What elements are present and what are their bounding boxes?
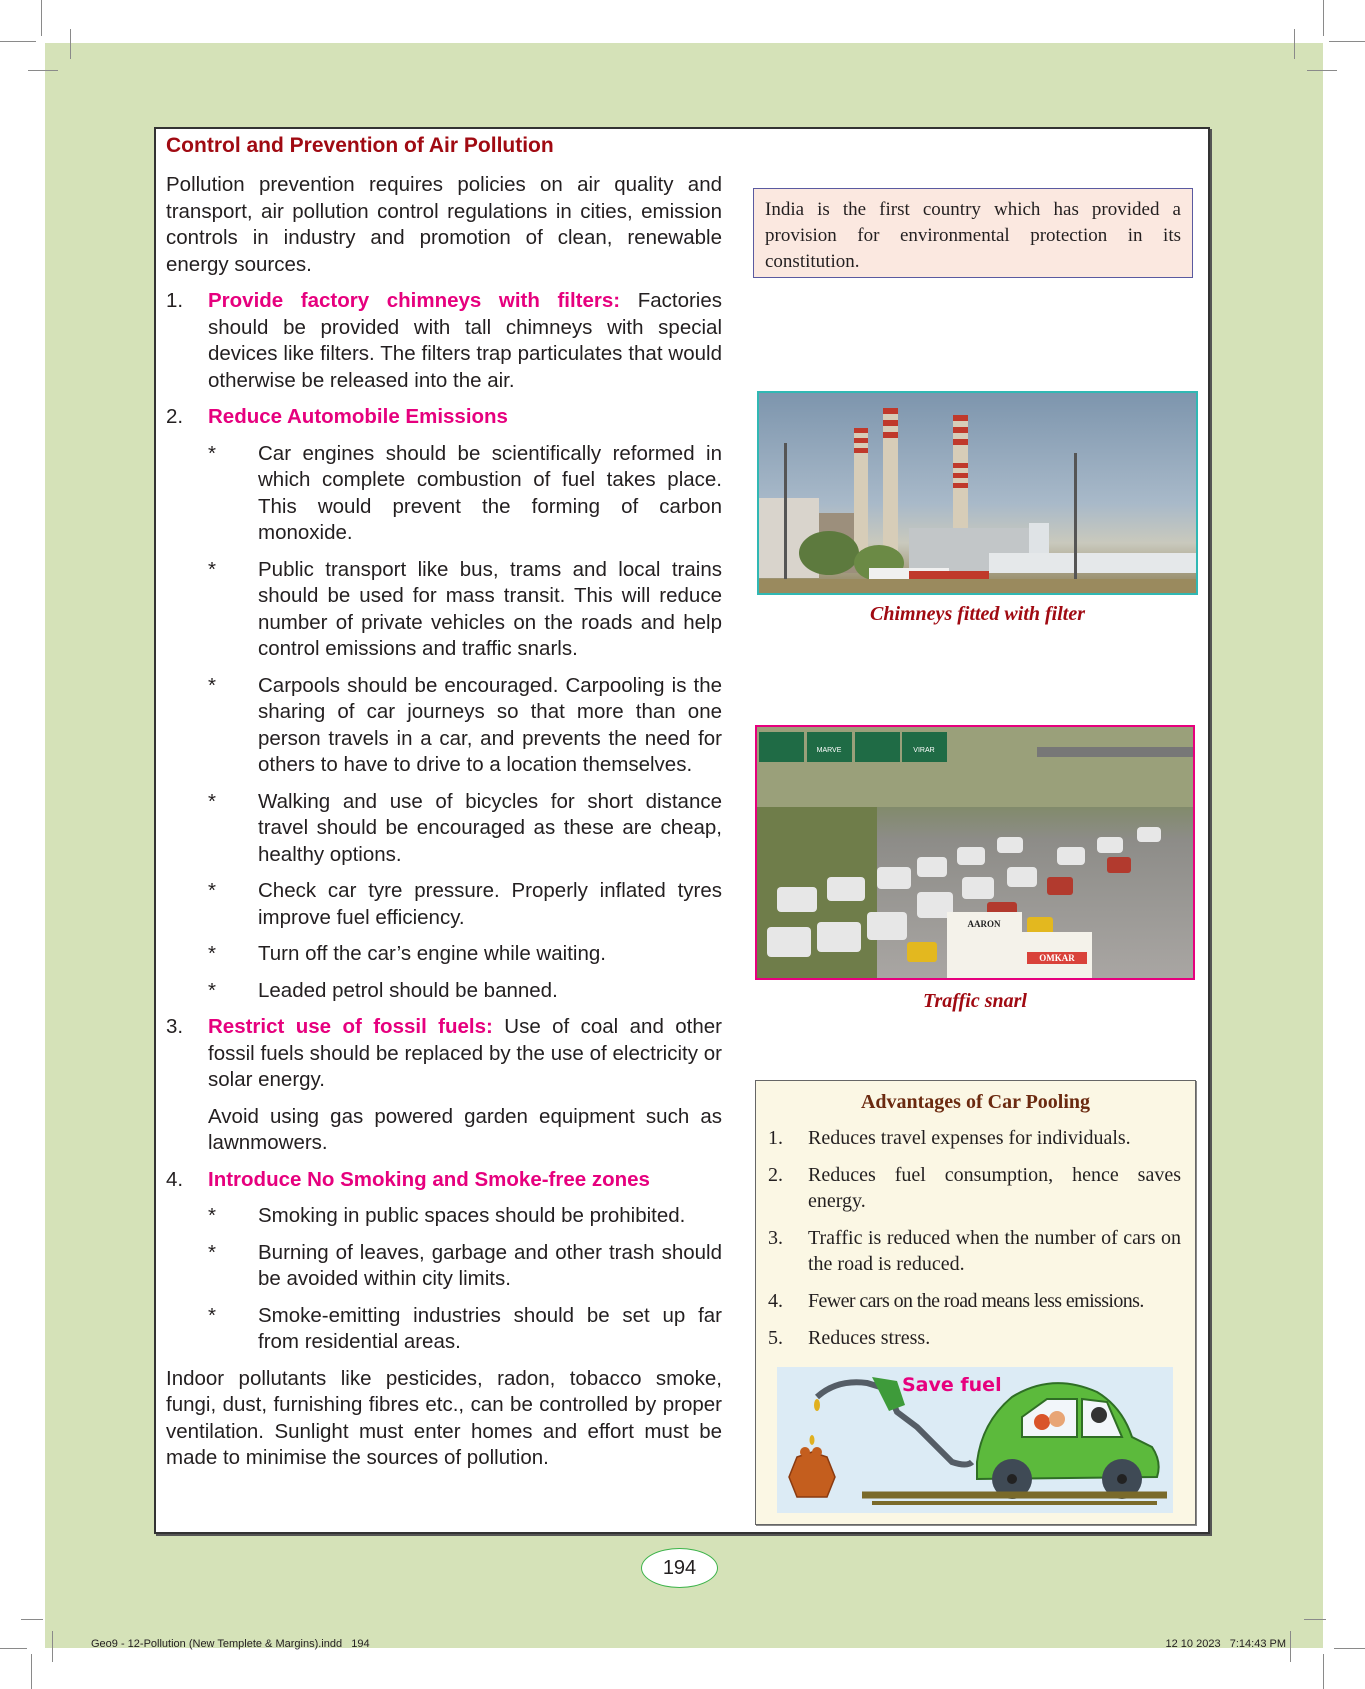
intro-paragraph: Pollution prevention requires policies on air quality and transport, air pollution control regulations in cities, emission controls in industry and promotion of clean, renewable energy sources. (166, 173, 722, 276)
bullet-item: * Smoke-emitting industries should be set up far from residential areas. (208, 1303, 722, 1356)
bullet-star: * (208, 942, 216, 965)
bullet-item: * Burning of leaves, garbage and other trash should be avoided within city limits. (208, 1240, 722, 1293)
carpool-item: 3. Traffic is reduced when the number of cars on the road is reduced. (768, 1227, 1181, 1275)
bullet-item: * Walking and use of bicycles for short distance travel should be encouraged as these are cheap, healthy options. (208, 789, 722, 869)
carpool-item: 1. Reduces travel expenses for individuals. (768, 1127, 1131, 1149)
svg-text:MARVE: MARVE (816, 747, 842, 754)
crop-mark (21, 1619, 43, 1620)
crop-mark (1323, 1654, 1324, 1689)
bullet-star: * (208, 441, 216, 465)
save-fuel-illustration (777, 1367, 1173, 1513)
bullet-star: * (208, 557, 216, 581)
crop-mark (28, 70, 58, 71)
chimney-caption: Chimneys fitted with filter (869, 603, 1085, 625)
bullet-item: * Smoking in public spaces should be prohibited. (208, 1203, 722, 1230)
bullet-star: * (208, 879, 216, 902)
traffic-illustration (757, 727, 1193, 978)
crop-mark (1307, 70, 1337, 71)
chimney-photo (757, 391, 1198, 595)
bullet-star: * (208, 673, 216, 697)
footer-timestamp: 12 10 2023 7:14:43 PM (1165, 1638, 1286, 1650)
bullet-star: * (208, 1240, 216, 1264)
item-extra-text: Avoid using gas powered garden equipment such as lawnmowers. (208, 1104, 722, 1154)
bullet-star: * (208, 978, 216, 1002)
carpool-item: 5. Reduces stress. (768, 1327, 931, 1349)
list-item-4 (166, 1167, 722, 1194)
main-text-column (166, 132, 722, 1482)
crop-mark (31, 1654, 32, 1689)
bullet-item: * Public transport like bus, trams and local trains should be used for mass transit. This will reduce number of private vehicles on the roads and help control emissions and traffic snarls. (208, 557, 722, 663)
crop-mark (0, 1648, 27, 1649)
bullet-star: * (208, 789, 216, 813)
item-number: 1. (166, 289, 184, 312)
crop-mark (1334, 1648, 1365, 1649)
car-fuel-icon (777, 1367, 1173, 1513)
crop-mark (1294, 29, 1295, 59)
bus-label: AARON (967, 919, 1001, 929)
closing-paragraph: Indoor pollutants like pesticides, radon, tobacco smoke, fungi, dust, furnishing fibres etc., can be controlled by proper ventilation. Sunlight must enter homes and effort must be made to minimise the sources of pollution. (166, 1366, 722, 1469)
list-item-2 (166, 404, 722, 431)
item-text: Use of coal and other fossil fuels should be replaced by the use of electricity or solar energy. (208, 1015, 722, 1091)
bullet-item: * Leaded petrol should be banned. (208, 978, 722, 1005)
crop-mark (0, 41, 36, 42)
bullet-item: * Turn off the car’s engine while waiting. (208, 941, 722, 968)
item-heading: Provide factory chimneys with filters: (208, 289, 621, 312)
crop-mark (1323, 0, 1324, 36)
item-number: 4. (166, 1167, 184, 1191)
section-title: Control and Prevention of Air Pollution (166, 134, 554, 157)
item-text: Factories should be provided with tall chimneys with special devices like filters. The filters trap particulates that would otherwise be released into the air. (208, 289, 722, 392)
crop-mark (70, 29, 71, 59)
traffic-caption: Traffic snarl (923, 990, 1027, 1012)
item-heading: Restrict use of fossil fuels: (208, 1015, 493, 1038)
bullet-star: * (208, 1303, 216, 1327)
fact-text: India is the first country which has provided a provision for environmental protection in its constitution. (765, 199, 1181, 272)
crop-mark (1304, 1619, 1326, 1620)
power-plant-illustration (759, 393, 1196, 593)
svg-text:VIRAR: VIRAR (913, 747, 935, 754)
traffic-photo (755, 725, 1195, 980)
footer-file-info: Geo9 - 12-Pollution (New Templete & Margins).indd 194 (91, 1638, 370, 1650)
crop-mark (41, 0, 42, 36)
bullet-item: * Carpools should be encouraged. Carpooling is the sharing of car journeys so that more than one person travels in a car, and prevents the need for others to have to drive to a location themselves. (208, 673, 722, 779)
page-number: 194 (641, 1548, 718, 1588)
list-item-1 (166, 288, 722, 394)
item-number: 3. (166, 1015, 184, 1038)
save-fuel-label: Save fuel (902, 1374, 1002, 1396)
carpool-title: Advantages of Car Pooling (860, 1091, 1091, 1113)
crop-mark (52, 1631, 53, 1662)
item-number: 2. (166, 405, 184, 428)
crop-mark (1290, 1631, 1291, 1662)
fact-box (753, 188, 1193, 278)
item-heading: Reduce Automobile Emissions (208, 405, 508, 428)
bullet-item: * Check car tyre pressure. Properly inflated tyres improve fuel efficiency. (208, 878, 722, 931)
bullet-item: * Car engines should be scientifically reformed in which complete combustion of fuel takes place. This would prevent the forming of carbon monoxide. (208, 441, 722, 547)
list-item-3 (166, 1014, 722, 1094)
crop-mark (1329, 41, 1365, 42)
bullet-star: * (208, 1204, 216, 1227)
carpool-item: 4. Fewer cars on the road means less emissions. (768, 1290, 1144, 1312)
bus-label: OMKAR (1039, 953, 1075, 963)
carpool-item: 2. Reduces fuel consumption, hence saves energy. (768, 1164, 1181, 1212)
item-heading: Introduce No Smoking and Smoke-free zones (208, 1167, 650, 1191)
